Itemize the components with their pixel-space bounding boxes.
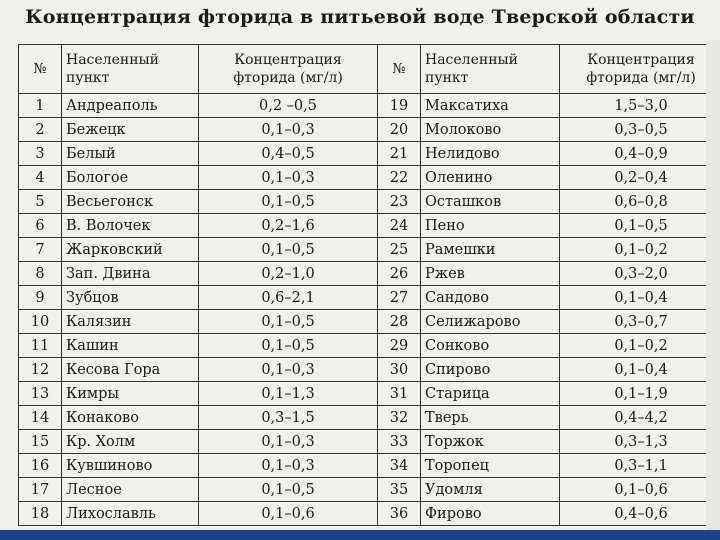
table-row (19, 286, 720, 310)
header-conc-line1: Концентрация (234, 52, 342, 68)
row-place-left: Калязин (62, 310, 199, 334)
row-num-right: 27 (378, 286, 421, 310)
table-row (19, 262, 720, 286)
row-place-right: Торопец (421, 454, 560, 478)
row-conc-right: 0,1–0,5 (560, 214, 720, 238)
table-row (19, 190, 720, 214)
row-num-left: 1 (19, 94, 62, 118)
header-place-line1: Населенный (66, 52, 159, 68)
row-num-left: 2 (19, 118, 62, 142)
row-conc-left: 0,3–1,5 (199, 406, 378, 430)
table-row (19, 142, 720, 166)
row-conc-right: 0,4–0,6 (560, 502, 720, 526)
row-conc-left: 0,2–1,6 (199, 214, 378, 238)
row-place-left: Бологое (62, 166, 199, 190)
row-conc-right: 0,3–2,0 (560, 262, 720, 286)
row-place-right: Пено (421, 214, 560, 238)
row-num-right: 31 (378, 382, 421, 406)
row-place-right: Тверь (421, 406, 560, 430)
row-place-left: Конаково (62, 406, 199, 430)
row-conc-left: 0,1–0,3 (199, 118, 378, 142)
row-num-left: 8 (19, 262, 62, 286)
page-edge-shadow (706, 40, 720, 530)
header-place-line2: пункт (425, 70, 469, 86)
row-num-left: 4 (19, 166, 62, 190)
header-conc-left (199, 45, 378, 94)
page-title: Концентрация фторида в питьевой воде Тверской области (25, 6, 695, 28)
row-num-left: 10 (19, 310, 62, 334)
row-num-right: 24 (378, 214, 421, 238)
row-conc-right: 0,2–0,4 (560, 166, 720, 190)
table-row (19, 238, 720, 262)
row-place-left: Лихославль (62, 502, 199, 526)
row-conc-left: 0,1–0,5 (199, 310, 378, 334)
row-conc-left: 0,6–2,1 (199, 286, 378, 310)
table-row (19, 214, 720, 238)
row-conc-right: 0,3–0,7 (560, 310, 720, 334)
fluoride-table-container (18, 44, 698, 524)
row-conc-right: 0,1–0,4 (560, 286, 720, 310)
row-conc-right: 0,3–1,1 (560, 454, 720, 478)
row-num-left: 14 (19, 406, 62, 430)
row-num-right: 33 (378, 430, 421, 454)
row-conc-left: 0,1–0,3 (199, 454, 378, 478)
row-num-left: 16 (19, 454, 62, 478)
table-row (19, 166, 720, 190)
row-conc-left: 0,1–0,5 (199, 334, 378, 358)
row-conc-right: 0,4–0,9 (560, 142, 720, 166)
row-num-right: 36 (378, 502, 421, 526)
table-row (19, 94, 720, 118)
row-num-right: 32 (378, 406, 421, 430)
row-place-left: Кесова Гора (62, 358, 199, 382)
row-conc-left: 0,1–0,3 (199, 166, 378, 190)
header-place-line2: пункт (66, 70, 110, 86)
header-conc-line1: Концентрация (587, 52, 695, 68)
row-conc-left: 0,2–1,0 (199, 262, 378, 286)
row-num-right: 26 (378, 262, 421, 286)
table-row (19, 502, 720, 526)
table-row (19, 406, 720, 430)
row-num-right: 34 (378, 454, 421, 478)
row-num-right: 25 (378, 238, 421, 262)
row-num-right: 30 (378, 358, 421, 382)
row-place-right: Максатиха (421, 94, 560, 118)
row-conc-right: 0,1–0,4 (560, 358, 720, 382)
row-place-right: Оленино (421, 166, 560, 190)
table-row (19, 430, 720, 454)
row-conc-left: 0,4–0,5 (199, 142, 378, 166)
row-place-left: В. Волочек (62, 214, 199, 238)
row-conc-left: 0,1–0,6 (199, 502, 378, 526)
row-conc-right: 0,1–0,2 (560, 334, 720, 358)
header-place-left (62, 45, 199, 94)
row-place-right: Рамешки (421, 238, 560, 262)
row-conc-right: 0,3–0,5 (560, 118, 720, 142)
row-num-left: 18 (19, 502, 62, 526)
row-num-left: 3 (19, 142, 62, 166)
row-conc-right: 0,4–4,2 (560, 406, 720, 430)
row-place-right: Удомля (421, 478, 560, 502)
header-conc-right (560, 45, 720, 94)
row-place-right: Нелидово (421, 142, 560, 166)
row-num-left: 17 (19, 478, 62, 502)
header-place-right (421, 45, 560, 94)
row-conc-left: 0,2 –0,5 (199, 94, 378, 118)
row-num-left: 13 (19, 382, 62, 406)
row-num-right: 20 (378, 118, 421, 142)
header-num-right: № (378, 45, 421, 94)
row-place-right: Сандово (421, 286, 560, 310)
row-conc-right: 0,3–1,3 (560, 430, 720, 454)
row-num-right: 19 (378, 94, 421, 118)
row-place-right: Ржев (421, 262, 560, 286)
row-place-right: Сонково (421, 334, 560, 358)
row-place-right: Молоково (421, 118, 560, 142)
header-num-left: № (19, 45, 62, 94)
header-conc-line2: фторида (мг/л) (233, 70, 343, 86)
row-place-left: Андреаполь (62, 94, 199, 118)
row-conc-left: 0,1–0,5 (199, 478, 378, 502)
table-row (19, 478, 720, 502)
row-place-left: Зубцов (62, 286, 199, 310)
row-place-left: Бежецк (62, 118, 199, 142)
row-conc-left: 0,1–0,5 (199, 190, 378, 214)
row-num-right: 28 (378, 310, 421, 334)
row-num-left: 9 (19, 286, 62, 310)
table-body (19, 94, 720, 526)
row-place-right: Спирово (421, 358, 560, 382)
row-num-right: 23 (378, 190, 421, 214)
row-place-left: Весьегонск (62, 190, 199, 214)
header-conc-line2: фторида (мг/л) (586, 70, 696, 86)
row-conc-right: 0,1–0,6 (560, 478, 720, 502)
row-num-left: 15 (19, 430, 62, 454)
row-place-right: Селижарово (421, 310, 560, 334)
bottom-bar (0, 530, 720, 540)
row-num-left: 5 (19, 190, 62, 214)
row-place-right: Осташков (421, 190, 560, 214)
row-place-left: Кашин (62, 334, 199, 358)
row-place-left: Кр. Холм (62, 430, 199, 454)
row-place-right: Старица (421, 382, 560, 406)
row-place-right: Фирово (421, 502, 560, 526)
table-row (19, 454, 720, 478)
header-place-line1: Населенный (425, 52, 518, 68)
row-conc-right: 0,1–1,9 (560, 382, 720, 406)
row-conc-right: 1,5–3,0 (560, 94, 720, 118)
row-place-left: Жарковский (62, 238, 199, 262)
table-row (19, 382, 720, 406)
row-conc-left: 0,1–0,3 (199, 358, 378, 382)
fluoride-table (18, 44, 720, 526)
table-row (19, 118, 720, 142)
row-num-right: 29 (378, 334, 421, 358)
row-num-right: 21 (378, 142, 421, 166)
row-num-right: 35 (378, 478, 421, 502)
row-num-left: 6 (19, 214, 62, 238)
row-place-left: Кимры (62, 382, 199, 406)
row-place-left: Кувшиново (62, 454, 199, 478)
row-place-left: Зап. Двина (62, 262, 199, 286)
row-conc-left: 0,1–1,3 (199, 382, 378, 406)
table-row (19, 358, 720, 382)
row-conc-right: 0,6–0,8 (560, 190, 720, 214)
table-row (19, 334, 720, 358)
row-place-left: Лесное (62, 478, 199, 502)
row-conc-left: 0,1–0,3 (199, 430, 378, 454)
row-place-right: Торжок (421, 430, 560, 454)
table-row (19, 310, 720, 334)
row-conc-right: 0,1–0,2 (560, 238, 720, 262)
row-num-left: 7 (19, 238, 62, 262)
row-num-left: 12 (19, 358, 62, 382)
row-conc-left: 0,1–0,5 (199, 238, 378, 262)
row-place-left: Белый (62, 142, 199, 166)
row-num-left: 11 (19, 334, 62, 358)
row-num-right: 22 (378, 166, 421, 190)
table-header-row (19, 45, 720, 94)
